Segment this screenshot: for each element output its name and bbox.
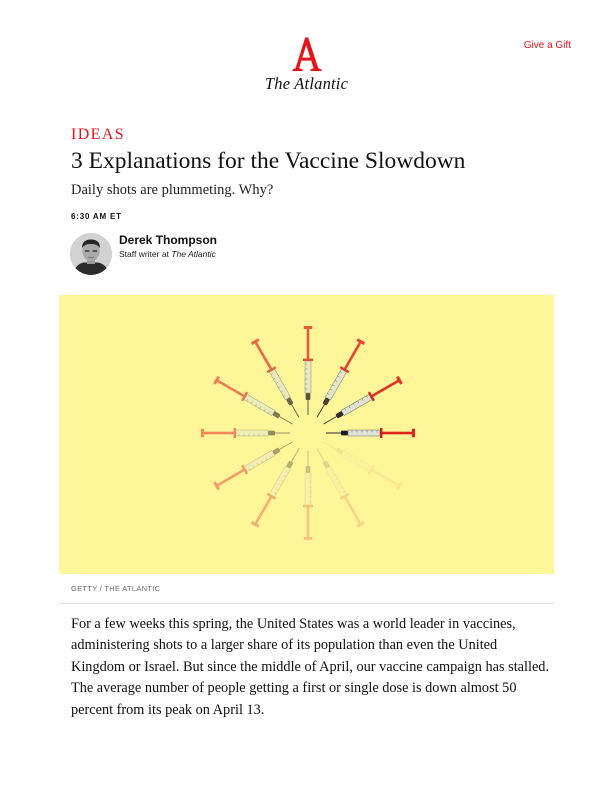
author-role [119,249,216,259]
syringe-icon [303,326,313,415]
syringe-icon [201,428,290,438]
site-logo[interactable] [0,36,613,94]
logo-wordmark: The Atlantic [264,74,349,93]
author-role-prefix: Staff writer at [119,249,169,259]
author-name-link[interactable]: Derek Thompson [119,233,218,247]
author-avatar[interactable] [70,233,112,275]
image-credit: GETTY / THE ATLANTIC [71,584,161,593]
syringe-icon [326,428,415,438]
give-a-gift-link[interactable]: Give a Gift [523,40,571,51]
article-dek: Daily shots are plummeting. Why? [71,182,274,198]
article-body-paragraph: For a few weeks this spring, the United States was a world leader in vaccines, administering shots to a larger share of its population than even the United Kingdom or Israel. But since the middle of April, our vaccine campaign has stalled. The average number of people getting a first or single dose is down almost 50 percent from its peak on April 13. [71,616,550,718]
syringe-ring-illustration [59,295,554,574]
hero-image [59,295,554,574]
section-label[interactable]: IDEAS [71,126,126,143]
publish-time: 6:30 AM ET [71,212,122,221]
content-divider [59,603,554,604]
syringe-icon [303,451,313,540]
author-portrait-icon [70,233,112,275]
atlantic-a-logo-icon [292,36,322,72]
author-role-publication: The Atlantic [171,249,216,259]
article-headline: 3 Explanations for the Vaccine Slowdown [71,148,466,174]
